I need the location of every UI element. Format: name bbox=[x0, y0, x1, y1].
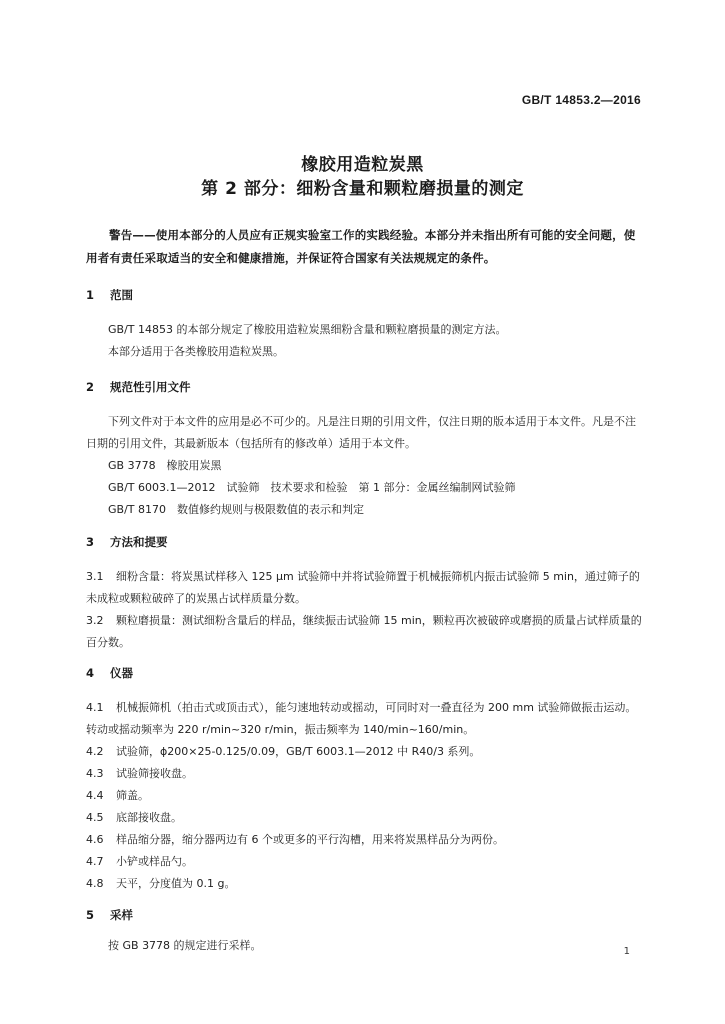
clause-4-2 bbox=[86, 741, 642, 763]
section-2-intro: 下列文件对于本文件的应用是必不可少的。凡是注日期的引用文件，仅注日期的版本适用于本文件。凡是不注日期的引用文件，其最新版本（包括所有的修改单）适用于本文件。 bbox=[86, 415, 636, 450]
section-1-paragraph-1: GB/T 14853 的本部分规定了橡胶用造粒炭黑细粉含量和颗粒磨损量的测定方法。 bbox=[108, 323, 507, 336]
clause-4-3 bbox=[86, 763, 642, 785]
section-number: 3 bbox=[86, 535, 95, 549]
clause-number: 4.1 bbox=[86, 701, 104, 714]
clause-text: 机械振筛机（拍击式或顶击式），能匀速地转动或摇动，可同时对一叠直径为 200 mm 试验筛做振击运动。转动或摇动频率为 220 r/min~320 r/min，振击频率为 140/min~160/min。 bbox=[86, 701, 637, 736]
section-1-heading bbox=[86, 287, 133, 303]
section-title: 规范性引用文件 bbox=[110, 380, 191, 394]
clause-number: 3.1 bbox=[86, 570, 104, 583]
warning-paragraph: 警告——使用本部分的人员应有正规实验室工作的实践经验。本部分并未指出所有可能的安全问题，使用者有责任采取适当的安全和健康措施，并保证符合国家有关法规规定的条件。 bbox=[86, 228, 636, 265]
section-number: 5 bbox=[86, 908, 95, 922]
clause-number: 4.4 bbox=[86, 789, 104, 802]
reference-item: GB/T 8170 数值修约规则与极限数值的表示和判定 bbox=[108, 503, 364, 516]
clause-4-4 bbox=[86, 785, 642, 807]
section-5-heading bbox=[86, 907, 133, 923]
section-number: 2 bbox=[86, 380, 95, 394]
clause-number: 4.6 bbox=[86, 833, 104, 846]
section-3-heading bbox=[86, 534, 168, 550]
clause-text: 小铲或样品勺。 bbox=[116, 855, 193, 868]
clause-number: 4.8 bbox=[86, 877, 104, 890]
section-title: 采样 bbox=[110, 908, 134, 922]
clause-number: 4.5 bbox=[86, 811, 104, 824]
section-number: 4 bbox=[86, 666, 95, 680]
clause-4-6 bbox=[86, 829, 642, 851]
clause-3-1 bbox=[86, 566, 642, 610]
clause-text: 颗粒磨损量：测试细粉含量后的样品，继续振击试验筛 15 min，颗粒再次被破碎或磨损的质量占试样质量的百分数。 bbox=[86, 614, 642, 649]
clause-4-7 bbox=[86, 851, 642, 873]
section-title: 范围 bbox=[110, 288, 134, 302]
clause-text: 细粉含量：将炭黑试样移入 125 μm 试验筛中并将试验筛置于机械振筛机内振击试验筛 5 min，通过筛子的未成粒或颗粒破碎了的炭黑占试样质量分数。 bbox=[86, 570, 640, 605]
section-1-paragraph-2: 本部分适用于各类橡胶用造粒炭黑。 bbox=[108, 345, 284, 358]
document-title bbox=[0, 153, 725, 201]
clause-number: 4.7 bbox=[86, 855, 104, 868]
clause-text: 试验筛，ϕ200×25-0.125/0.09，GB/T 6003.1—2012 中 R40/3 系列。 bbox=[116, 745, 481, 758]
clause-3-2 bbox=[86, 610, 642, 654]
clause-4-1 bbox=[86, 697, 642, 741]
clause-text: 筛盖。 bbox=[116, 789, 149, 802]
section-number: 1 bbox=[86, 288, 95, 302]
section-5-paragraph-1: 按 GB 3778 的规定进行采样。 bbox=[108, 939, 262, 952]
title-line-2: 第 2 部分：细粉含量和颗粒磨损量的测定 bbox=[201, 179, 524, 199]
clause-number: 4.2 bbox=[86, 745, 104, 758]
section-title: 仪器 bbox=[110, 666, 134, 680]
title-line-1: 橡胶用造粒炭黑 bbox=[301, 155, 424, 175]
page-number: 1 bbox=[623, 946, 630, 957]
section-4-heading bbox=[86, 665, 133, 681]
section-2-heading bbox=[86, 379, 191, 395]
clause-number: 4.3 bbox=[86, 767, 104, 780]
clause-text: 试验筛接收盘。 bbox=[116, 767, 193, 780]
clause-text: 样品缩分器，缩分器两边有 6 个或更多的平行沟槽，用来将炭黑样品分为两份。 bbox=[116, 833, 504, 846]
reference-item: GB/T 6003.1—2012 试验筛 技术要求和检验 第 1 部分：金属丝编制网试验筛 bbox=[108, 481, 516, 494]
standard-code: GB/T 14853.2—2016 bbox=[521, 93, 641, 107]
clause-4-5 bbox=[86, 807, 642, 829]
clause-4-8 bbox=[86, 873, 642, 895]
reference-item: GB 3778 橡胶用炭黑 bbox=[108, 459, 222, 472]
clause-number: 3.2 bbox=[86, 614, 104, 627]
section-title: 方法和提要 bbox=[110, 535, 168, 549]
clause-text: 天平，分度值为 0.1 g。 bbox=[116, 877, 236, 890]
clause-text: 底部接收盘。 bbox=[116, 811, 182, 824]
